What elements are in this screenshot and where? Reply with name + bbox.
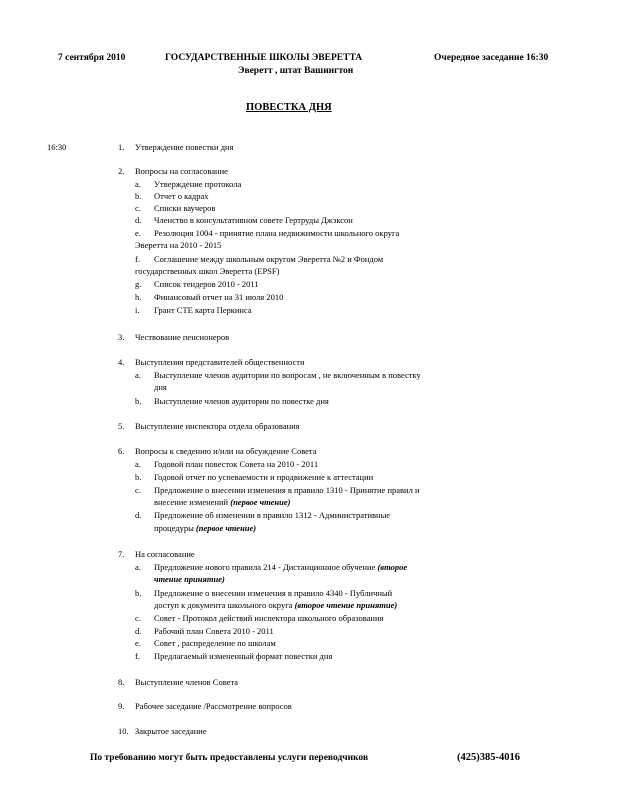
subitem-text: Рабочий план Совета 2010 - 2011 — [154, 626, 274, 636]
subitem-text: Членство в консультативном совете Гертруды Джэксон — [154, 215, 353, 225]
subitem-continuation: Эверетта на 2010 - 2015 — [135, 240, 222, 250]
item-number: 1. — [118, 142, 125, 152]
reading-note: (первое чтение) — [230, 497, 291, 507]
reading-note: (второе чтение принятие) — [294, 600, 398, 610]
item-text: Чествование пенсионеров — [135, 332, 230, 342]
item-text: Вопросы к сведению и/или на обсуждение Совета — [135, 446, 317, 456]
subitem-text: Грант СТЕ карта Перкинса — [154, 305, 252, 315]
item-number: 8. — [118, 677, 125, 687]
item-number: 4. — [118, 357, 125, 367]
agenda-title: ПОВЕСТКА ДНЯ — [246, 102, 332, 113]
subitem-text: Списки ваучеров — [154, 203, 216, 213]
continuation-text: доступ к документа школьного округа — [154, 600, 295, 610]
subitem-letter: b. — [135, 588, 142, 598]
item-number: 6. — [118, 446, 125, 456]
subitem-text: Предложение о внесении изменения в правило 4340 - Публичный — [154, 588, 393, 598]
item-text: Выступление членов Совета — [135, 677, 239, 687]
subitem-letter: f. — [135, 651, 140, 661]
subitem-text: Предложение о внесении изменения в правило 1310 - Принятие правил и — [154, 485, 420, 495]
item-number: 7. — [118, 549, 125, 559]
subitem-text: Выступление членов аудитории по повестке дня — [154, 396, 329, 406]
subitem-continuation — [154, 523, 256, 533]
item-text: Вопросы на согласование — [135, 166, 228, 176]
subitem-text: Соглашение между школьным округом Эверетта №2 и Фондом — [154, 254, 384, 264]
subitem-text — [154, 562, 407, 572]
item-text: На согласование — [135, 549, 195, 559]
reading-note: (первое чтение) — [195, 523, 257, 533]
subitem-text: Список тендеров 2010 - 2011 — [154, 279, 259, 289]
item-text: Рабочее заседание /Рассмотрение вопросов — [135, 701, 292, 711]
subitem-text: Предложение об изменении в правило 1312 - Административные — [154, 510, 391, 520]
subitem-text: Резолюция 1004 - принятие плана недвижимости школьного округа — [154, 228, 400, 238]
subitem-continuation — [154, 600, 397, 610]
subitem-text: Финансовый отчет на 31 июля 2010 — [154, 292, 284, 302]
item-number: 5. — [118, 421, 125, 431]
subitem-text: Совет - Протокол действий инспектора школьного образования — [154, 613, 384, 623]
item-text: Выступление инспектора отдела образования — [135, 421, 300, 431]
item-number: 10. — [118, 726, 129, 736]
subitem-letter: d. — [135, 510, 142, 520]
subitem-letter: a. — [135, 370, 141, 380]
organization-name: ГОСУДАРСТВЕННЫЕ ШКОЛЫ ЭВЕРЕТТА — [165, 53, 363, 63]
subitem-continuation — [154, 497, 290, 507]
subitem-text: Совет , распределение по школам — [154, 638, 276, 648]
subitem-text: Предлагаемый измененный формат повестки дня — [154, 651, 333, 661]
contact-phone: (425)385-4016 — [457, 752, 520, 763]
item-text: Утверждение повестки дня — [135, 142, 234, 152]
subitem-letter: d. — [135, 626, 142, 636]
item-number: 3. — [118, 332, 125, 342]
subitem-letter: e. — [135, 638, 141, 648]
interpreter-note: По требованию могут быть предоставлены услуги переводчиков — [90, 753, 369, 763]
subitem-letter: b. — [135, 396, 142, 406]
subitem-continuation: дня — [154, 382, 167, 392]
meeting-location: Эверетт , штат Вашингтон — [238, 66, 354, 76]
subitem-text: Годовой отчет по успеваемости и продвижение к аттестации — [154, 472, 374, 482]
subitem-letter: a. — [135, 562, 141, 572]
meeting-type: Очередное заседание 16:30 — [434, 53, 549, 63]
subitem-text: Утверждение протокола — [154, 179, 242, 189]
subitem-letter: d. — [135, 215, 142, 225]
subitem-letter: h. — [135, 292, 142, 302]
subitem-letter: f. — [135, 254, 140, 264]
subitem-letter: b. — [135, 472, 142, 482]
continuation-text: внесение изменений — [154, 497, 231, 507]
meeting-date: 7 сентября 2010 — [58, 53, 126, 63]
item-number: 2. — [118, 166, 125, 176]
subitem-letter: b. — [135, 191, 142, 201]
subitem-continuation: чтение принятие) — [154, 574, 225, 584]
subitem-letter: a. — [135, 179, 141, 189]
subitem-letter: c. — [135, 485, 141, 495]
subitem-letter: i. — [135, 305, 140, 315]
subitem-main-text: Предложение нового правила 214 - Дистанционное обучение — [154, 562, 378, 572]
subitem-text: Выступление членов аудитории по вопросам , не включенным в повестку — [154, 370, 421, 380]
continuation-text: процедуры — [154, 523, 196, 533]
subitem-text: Годовой план повесток Совета на 2010 - 2011 — [154, 459, 319, 469]
subitem-letter: c. — [135, 613, 141, 623]
item-text: Выступления представителей общественности — [135, 357, 305, 367]
reading-note: (второе — [377, 562, 408, 572]
subitem-letter: e. — [135, 228, 141, 238]
subitem-letter: c. — [135, 203, 141, 213]
subitem-letter: a. — [135, 459, 141, 469]
subitem-letter: g. — [135, 279, 142, 289]
subitem-continuation: государственных школ Эверетта (EPSF) — [135, 266, 280, 276]
start-time: 16:30 — [47, 142, 67, 152]
item-number: 9. — [118, 701, 125, 711]
subitem-text: Отчет о кадрах — [154, 191, 209, 201]
item-text: Закрытое заседание — [135, 726, 207, 736]
